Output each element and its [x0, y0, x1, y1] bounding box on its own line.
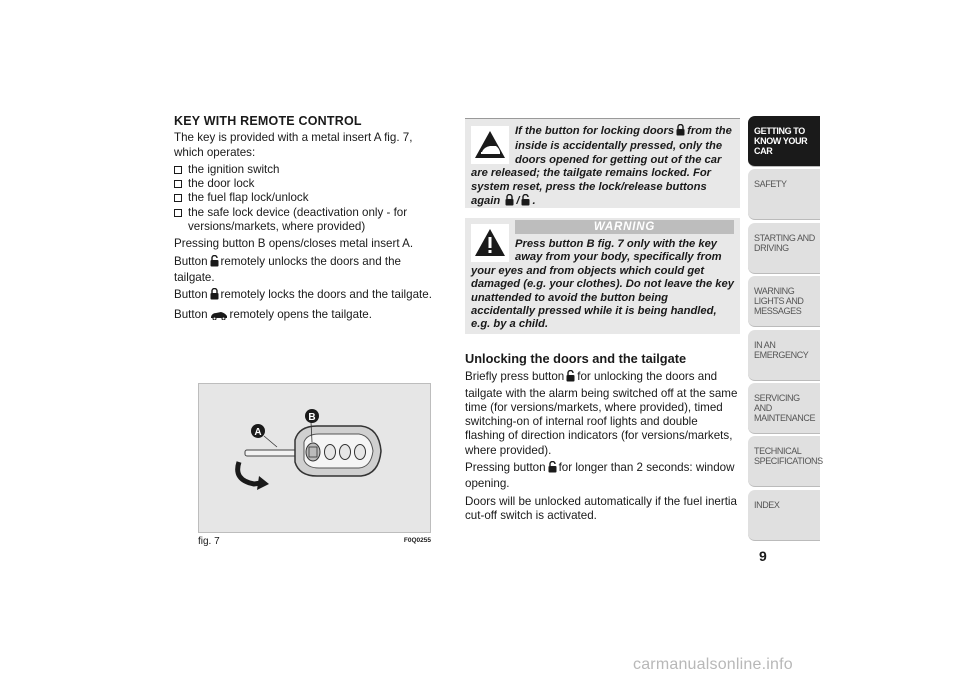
page-number: 9: [759, 548, 767, 564]
tab-warning-lights[interactable]: WARNING LIGHTS AND MESSAGES: [748, 276, 820, 327]
tab-technical-specs[interactable]: TECHNICAL SPECIFICATIONS: [748, 436, 820, 487]
list-item: the fuel flap lock/unlock: [174, 191, 442, 205]
tailgate-paragraph: Button remotely opens the tailgate.: [174, 308, 442, 324]
figure-key-illustration: [198, 383, 431, 533]
watermark: carmanualsonline.info: [633, 656, 793, 673]
unlock-icon: [521, 194, 530, 210]
note-box: [465, 118, 740, 208]
tab-safety[interactable]: SAFETY: [748, 169, 820, 220]
warning-triangle-icon: [471, 224, 509, 262]
list-item: the door lock: [174, 177, 442, 191]
section-heading: KEY WITH REMOTE CONTROL: [174, 114, 362, 128]
unlock-icon: [210, 255, 219, 271]
tab-starting-driving[interactable]: STARTING AND DRIVING: [748, 223, 820, 274]
left-column: [174, 114, 442, 327]
lock-paragraph: Button remotely locks the doors and the tailgate.: [174, 288, 442, 304]
unlock-paragraph: Button remotely unlocks the doors and the tailgate.: [174, 254, 401, 284]
tailgate-car-icon: [210, 310, 228, 324]
note-text: If the button for locking doors from the inside is accidentally pressed, only the doors opened for getting out of the car are released; the tailgate remains locked. For system reset, press the lock/release buttons again / .: [471, 124, 734, 210]
function-list: [174, 163, 442, 234]
label-b: B: [308, 412, 316, 423]
warning-title: WARNING: [515, 220, 734, 234]
unlock-icon: [548, 461, 557, 477]
lock-icon: [676, 124, 685, 140]
button-b-paragraph: Pressing button B opens/closes metal insert A.: [174, 237, 414, 251]
tab-emergency[interactable]: IN AN EMERGENCY: [748, 330, 820, 381]
label-a: A: [254, 427, 262, 438]
tab-servicing[interactable]: SERVICING AND MAINTENANCE: [748, 383, 820, 434]
tab-getting-to-know[interactable]: GETTING TO KNOW YOUR CAR: [748, 116, 820, 167]
warning-box: [465, 218, 740, 334]
tab-index[interactable]: INDEX: [748, 490, 820, 541]
list-item: the ignition switch: [174, 163, 442, 177]
figure-code: F0Q0255: [403, 537, 431, 544]
unlock-brief-paragraph: Briefly press button for unlocking the doors and tailgate with the alarm being switched off at the same time (for versions/markets, where provided), timed switching-on of internal roof lights and double flashing of direction indicators (for versions/markets, where provided).: [465, 370, 738, 457]
unlocking-heading: Unlocking the doors and the tailgate: [465, 351, 687, 366]
lock-icon: [210, 288, 219, 304]
caution-car-icon: [471, 126, 509, 164]
unlock-long-paragraph: Pressing button for longer than 2 seconds: window opening.: [465, 461, 735, 491]
inertia-paragraph: Doors will be unlocked automatically if the fuel inertia cut-off switch is activated.: [465, 494, 737, 522]
warning-text: Press button B fig. 7 only with the key away from your body, specifically from your eyes and from objects which could get damaged (e.g. your clothes). Do not leave the key unattended to avoid the button being accidentally pressed while it is being handled, e.g. by a child.: [471, 238, 734, 331]
list-item: the safe lock device (deactivation only - for versions/markets, where provided): [174, 206, 442, 235]
intro-paragraph: The key is provided with a metal insert A fig. 7, which operates:: [174, 131, 413, 159]
lock-icon: [505, 194, 514, 210]
chapter-tabs: [748, 116, 823, 543]
right-column: [465, 352, 740, 526]
key-drawing: [199, 384, 430, 532]
unlock-icon: [566, 370, 575, 386]
figure-caption: fig. 7 F0Q0255: [198, 536, 431, 547]
